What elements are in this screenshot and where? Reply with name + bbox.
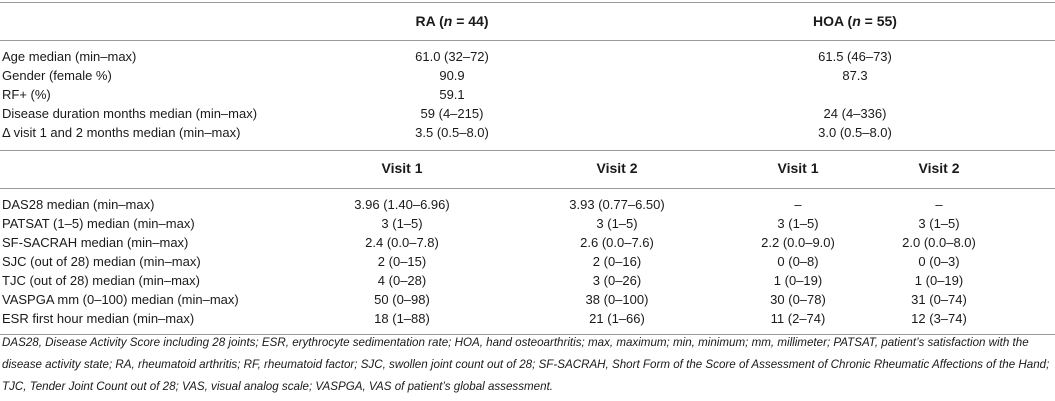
row-label: DAS28 median (min–max) xyxy=(2,197,155,212)
cell-ra-visit2: 38 (0–100) xyxy=(585,292,649,307)
row-label: Disease duration months median (min–max) xyxy=(2,106,258,121)
cell-hoa-visit2: 2.0 (0.0–8.0) xyxy=(902,235,976,250)
cell-ra-visit2: 2 (0–16) xyxy=(592,254,642,269)
cell-ra-visit1: 3.96 (1.40–6.96) xyxy=(354,197,450,212)
cell-hoa-visit1: 30 (0–78) xyxy=(770,292,826,307)
cell-ra-visit2: 3.93 (0.77–6.50) xyxy=(569,197,665,212)
cell-hoa-visit1: 11 (2–74) xyxy=(770,311,826,326)
row-label: Δ visit 1 and 2 months median (min–max) xyxy=(2,125,241,140)
row-label: RF+ (%) xyxy=(2,87,51,102)
cell-ra-visit2: 3 (1–5) xyxy=(596,216,638,231)
cell-hoa-visit2: 1 (0–19) xyxy=(914,273,964,288)
cell-ra-visit1: 18 (1–88) xyxy=(374,311,430,326)
cell-ra-visit1: 3 (1–5) xyxy=(381,216,423,231)
table-row xyxy=(0,308,1055,330)
cell-ra: 59.1 xyxy=(439,87,465,102)
header-ra-count: = 44) xyxy=(452,13,489,29)
visit-header-hoa-2: Visit 2 xyxy=(918,160,960,176)
cell-ra: 61.0 (32–72) xyxy=(415,49,489,64)
cell-ra-visit1: 2 (0–15) xyxy=(377,254,427,269)
row-label: VASPGA mm (0–100) median (min–max) xyxy=(2,292,239,307)
cell-hoa-visit2: 0 (0–3) xyxy=(918,254,960,269)
header-ra-n: n xyxy=(443,13,453,29)
cell-ra-visit1: 50 (0–98) xyxy=(374,292,430,307)
cell-hoa-visit1: 0 (0–8) xyxy=(777,254,819,269)
cell-hoa-visit2: – xyxy=(935,197,943,212)
cell-ra: 59 (4–215) xyxy=(420,106,484,121)
cell-ra-visit1: 4 (0–28) xyxy=(377,273,427,288)
cell-hoa: 3.0 (0.5–8.0) xyxy=(818,125,892,140)
visit-header-ra-2: Visit 2 xyxy=(596,160,638,176)
cell-hoa-visit1: – xyxy=(794,197,802,212)
row-label: SF-SACRAH median (min–max) xyxy=(2,235,189,250)
section-rule xyxy=(0,150,1055,151)
visit-header-rule xyxy=(0,188,1055,189)
header-rule xyxy=(0,40,1055,41)
header-hoa-count: = 55) xyxy=(860,13,897,29)
header-hoa-n: n xyxy=(852,13,861,29)
row-label: TJC (out of 28) median (min–max) xyxy=(2,273,200,288)
row-label: SJC (out of 28) median (min–max) xyxy=(2,254,201,269)
cell-ra-visit2: 3 (0–26) xyxy=(592,273,642,288)
cell-hoa-visit1: 1 (0–19) xyxy=(773,273,823,288)
row-label: ESR first hour median (min–max) xyxy=(2,311,195,326)
cell-hoa-visit2: 12 (3–74) xyxy=(911,311,967,326)
cell-hoa-visit2: 31 (0–74) xyxy=(911,292,967,307)
visit-header-hoa-1: Visit 1 xyxy=(777,160,819,176)
cell-hoa-visit1: 3 (1–5) xyxy=(777,216,819,231)
header-hoa xyxy=(813,10,897,32)
header-ra-label: RA ( xyxy=(415,13,444,29)
cell-hoa-visit2: 3 (1–5) xyxy=(918,216,960,231)
cell-ra-visit2: 21 (1–66) xyxy=(589,311,645,326)
cell-hoa: 24 (4–336) xyxy=(823,106,887,121)
row-label: Gender (female %) xyxy=(2,68,112,83)
cell-hoa: 61.5 (46–73) xyxy=(818,49,892,64)
cell-ra-visit1: 2.4 (0.0–7.8) xyxy=(365,235,439,250)
top-rule xyxy=(0,2,1055,3)
row-label: Age median (min–max) xyxy=(2,49,137,64)
table-footnote: DAS28, Disease Activity Score including 28 joints; ESR, erythrocyte sedimentation rate; HOA, hand osteoarthritis; max, maximum; min, minimum; mm, millimeter; PATSAT, patient’s satisfaction with the disease activity state; RA, rheumatoid arthritis; RF, rheumatoid factor; SJC, swollen joint count out of 28; SF-SACRAH, Short Form of the Score of Assessment of Chronic Rheumatic Affections of the Hand; TJC, Tender Joint Count out of 28; VAS, visual analog scale; VASPGA, VAS of patient’s global assessment. xyxy=(2,336,1050,393)
header-hoa-label: HOA ( xyxy=(813,13,853,29)
cell-ra: 3.5 (0.5–8.0) xyxy=(415,125,489,140)
header-ra xyxy=(415,10,488,32)
visit-header-ra-1: Visit 1 xyxy=(381,160,423,176)
cell-ra-visit2: 2.6 (0.0–7.6) xyxy=(580,235,654,250)
cell-ra: 90.9 xyxy=(439,68,465,83)
cell-hoa: 87.3 xyxy=(842,68,868,83)
table-row xyxy=(0,122,1055,144)
cell-hoa-visit1: 2.2 (0.0–9.0) xyxy=(761,235,835,250)
row-label: PATSAT (1–5) median (min–max) xyxy=(2,216,195,231)
